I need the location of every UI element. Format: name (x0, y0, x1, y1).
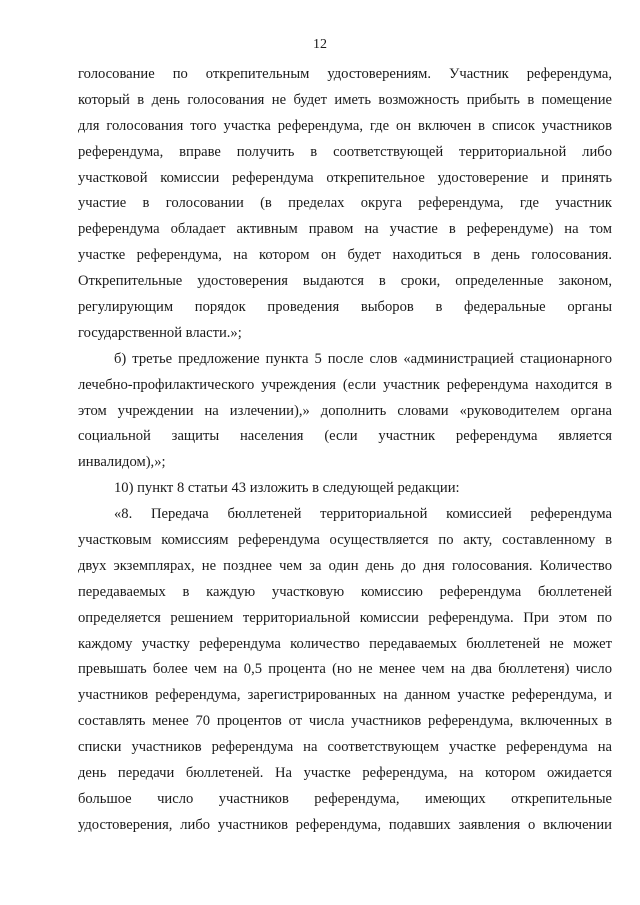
text-line: референдума обладает активным правом на участие в референдуме) на том (78, 221, 612, 238)
text-line: участке референдума, на котором он будет находиться в день голосования. (78, 247, 612, 264)
paragraph-2 (78, 347, 612, 476)
text-line: двух экземплярах, не позднее чем за один день до дня голосования. Количество (78, 557, 612, 574)
text-line: превышать более чем на 0,5 процента (но не менее чем на два бюллетеня) число (78, 661, 612, 678)
text-line: Открепительные удостоверения выдаются в сроки, определенные законом, (78, 273, 612, 290)
paragraph-3 (78, 476, 612, 502)
text-line: большое число участников референдума, имеющих открепительные (78, 790, 612, 807)
text-line: участников референдума, зарегистрированных на данном участке референдума, и (78, 687, 612, 704)
text-line: который в день голосования не будет иметь возможность прибыть в помещение (78, 91, 612, 108)
text-line: списки участников референдума на соответствующем участке референдума на (78, 739, 612, 756)
text-line: участие в голосовании (в пределах округа референдума, где участник (78, 195, 612, 212)
text-line: «8. Передача бюллетеней территориальной комиссией референдума (114, 506, 612, 523)
document-body (78, 62, 612, 839)
text-line: референдума, вправе получить в соответствующей территориальной либо (78, 143, 612, 160)
text-line: государственной власти.»; (78, 324, 242, 341)
text-line: определяется решением территориальной комиссии референдума. При этом по (78, 609, 612, 626)
text-line: регулирующим порядок проведения выборов в федеральные органы (78, 299, 612, 316)
text-line: день передачи бюллетеней. На участке референдума, на котором ожидается (78, 765, 612, 782)
text-line: б) третье предложение пункта 5 после слов «администрацией стационарного (114, 350, 612, 367)
text-line: составлять менее 70 процентов от числа участников референдума, включенных в (78, 713, 612, 730)
text-line: 10) пункт 8 статьи 43 изложить в следующей редакции: (114, 480, 460, 497)
text-line: передаваемых в каждую участковую комиссию референдума бюллетеней (78, 583, 612, 600)
text-line: участковой комиссии референдума открепительное удостоверение и принять (78, 169, 612, 186)
text-line: этом учреждении на излечении),» дополнить словами «руководителем органа (78, 402, 612, 419)
text-line: инвалидом),»; (78, 454, 166, 471)
text-line: удостоверения, либо участников референдума, подавших заявления о включении (78, 816, 612, 833)
text-line: голосование по открепительным удостоверениям. Участник референдума, (78, 66, 612, 82)
text-line: каждому участку референдума количество передаваемых бюллетеней не может (78, 635, 612, 652)
text-line: социальной защиты населения (если участник референдума является (78, 428, 612, 445)
text-line: для голосования того участка референдума, где он включен в список участников (78, 117, 612, 134)
paragraph-4 (78, 502, 612, 839)
text-line: лечебно-профилактического учреждения (если участник референдума находится в (78, 376, 612, 393)
paragraph-1 (78, 62, 612, 347)
page-number: 12 (313, 37, 327, 52)
text-line: участковым комиссиям референдума осуществляется по акту, составленному в (78, 532, 612, 549)
